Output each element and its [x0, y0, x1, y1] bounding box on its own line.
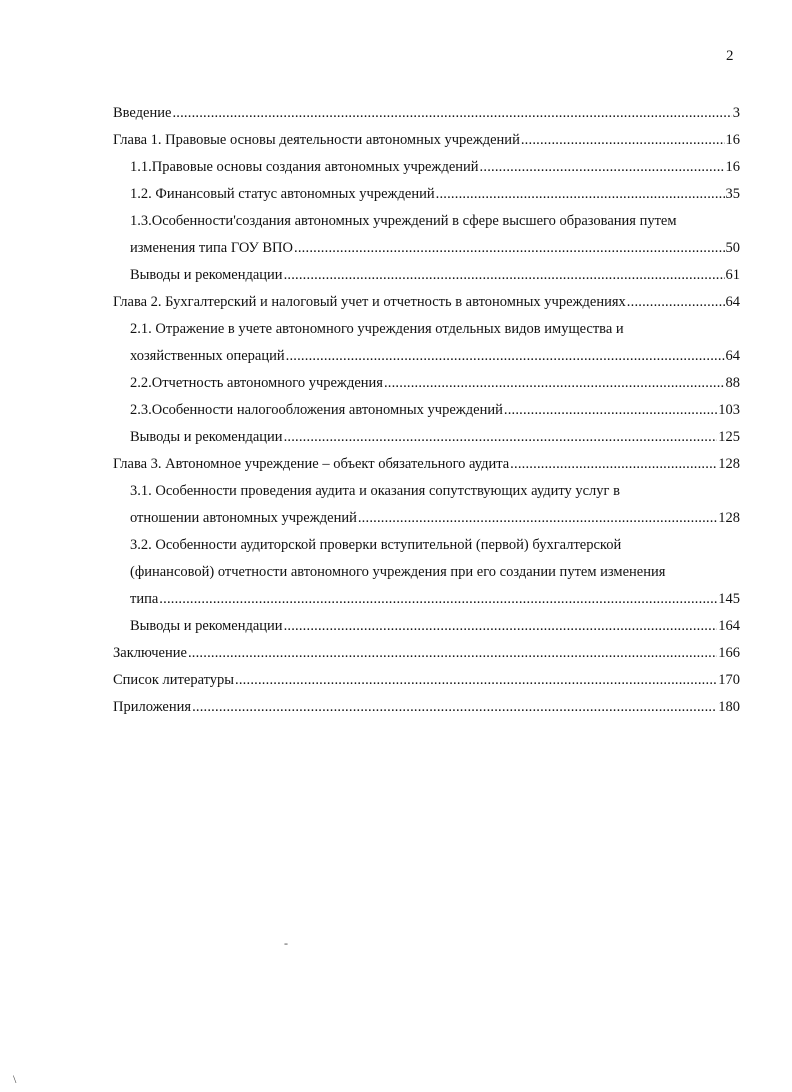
toc-entry-title: 3.1. Особенности проведения аудита и оказания сопутствующих аудиту услуг в: [130, 483, 620, 499]
toc-entry: [113, 343, 740, 370]
toc-entry: [113, 532, 740, 559]
page-number: 2: [726, 48, 734, 64]
toc-entry: [113, 559, 740, 586]
toc-entry: [113, 235, 740, 262]
toc-entry: [113, 478, 740, 505]
toc-entry-title: типа: [130, 591, 159, 607]
toc-entry: [113, 289, 740, 316]
toc-dot-leader: [510, 451, 717, 478]
toc-entry-page: 166: [718, 645, 740, 661]
toc-dot-leader: [521, 127, 725, 154]
toc-dot-leader: [172, 100, 731, 127]
toc-entry: [113, 586, 740, 613]
toc-entry: [113, 370, 740, 397]
toc-entry: [113, 208, 740, 235]
toc-dot-leader: [436, 181, 725, 208]
toc-entry: [113, 397, 740, 424]
toc-entry-title: Список литературы: [113, 672, 235, 688]
stray-mark-slash: \: [13, 1072, 17, 1086]
toc-entry-title: 3.2. Особенности аудиторской проверки вступительной (первой) бухгалтерской: [130, 537, 622, 553]
toc-entry: [113, 694, 740, 721]
toc-entry-page: 103: [718, 402, 740, 418]
toc-dot-leader: [284, 424, 718, 451]
toc-entry-title: 1.2. Финансовый статус автономных учреждений: [130, 186, 435, 202]
toc-entry-title: Глава 1. Правовые основы деятельности автономных учреждений: [113, 132, 520, 148]
toc-entry: [113, 613, 740, 640]
toc-dot-leader: [235, 667, 717, 694]
toc-entry-page: 88: [725, 375, 740, 391]
toc-entry: [113, 127, 740, 154]
toc-entry-page: 180: [718, 699, 740, 715]
toc-entry-title: Введение: [113, 105, 172, 121]
toc-entry-title: изменения типа ГОУ ВПО: [130, 240, 294, 256]
toc-entry-page: 170: [718, 672, 740, 688]
toc-entry: [113, 181, 740, 208]
toc-entry: [113, 154, 740, 181]
toc-entry-page: 128: [718, 510, 740, 526]
toc-entry-title: Глава 2. Бухгалтерский и налоговый учет и отчетность в автономных учреждениях: [113, 294, 626, 310]
toc-entry-title: Приложения: [113, 699, 192, 715]
toc-dot-leader: [480, 154, 725, 181]
toc-entry: [113, 640, 740, 667]
toc-entry-page: 164: [718, 618, 740, 634]
toc-entry-title: Глава 3. Автономное учреждение – объект обязательного аудита: [113, 456, 510, 472]
toc-entry-page: 35: [725, 186, 740, 202]
toc-dot-leader: [284, 262, 725, 289]
toc-dot-leader: [384, 370, 725, 397]
toc-entry-page: 125: [718, 429, 740, 445]
toc-entry-page: 16: [725, 132, 740, 148]
toc-entry-title: отношении автономных учреждений: [130, 510, 357, 526]
stray-mark-dash: -: [284, 936, 288, 950]
toc-entry-page: 16: [725, 159, 740, 175]
toc-entry-page: 128: [718, 456, 740, 472]
toc-entry-title: хозяйственных операций: [130, 348, 285, 364]
toc-entry-page: 61: [725, 267, 740, 283]
toc-entry-title: 1.1.Правовые основы создания автономных учреждений: [130, 159, 479, 175]
toc-dot-leader: [286, 343, 725, 370]
toc-dot-leader: [294, 235, 724, 262]
toc-entry-title: 2.2.Отчетность автономного учреждения: [130, 375, 383, 391]
toc-entry-title: 2.1. Отражение в учете автономного учреждения отдельных видов имущества и: [130, 321, 624, 337]
toc-entry-title: (финансовой) отчетности автономного учреждения при его создании путем изменения: [130, 564, 666, 580]
table-of-contents: [113, 100, 740, 721]
toc-entry-page: 3: [732, 105, 740, 121]
toc-dot-leader: [627, 289, 725, 316]
toc-entry-page: 145: [718, 591, 740, 607]
toc-entry: [113, 262, 740, 289]
toc-entry-title: 2.3.Особенности налогообложения автономных учреждений: [130, 402, 503, 418]
toc-entry: [113, 100, 740, 127]
toc-dot-leader: [358, 505, 717, 532]
toc-entry-title: Выводы и рекомендации: [130, 429, 283, 445]
toc-entry: [113, 424, 740, 451]
toc-entry-page: 64: [725, 348, 740, 364]
toc-entry-title: Выводы и рекомендации: [130, 267, 283, 283]
toc-entry: [113, 667, 740, 694]
toc-entry: [113, 505, 740, 532]
toc-entry-title: Выводы и рекомендации: [130, 618, 283, 634]
toc-entry-page: 64: [725, 294, 740, 310]
toc-dot-leader: [284, 613, 718, 640]
toc-entry-title: 1.3.Особенности'создания автономных учреждений в сфере высшего образования путем: [130, 213, 677, 229]
toc-entry-page: 50: [725, 240, 740, 256]
toc-entry: [113, 451, 740, 478]
toc-dot-leader: [188, 640, 717, 667]
toc-dot-leader: [504, 397, 717, 424]
toc-dot-leader: [159, 586, 717, 613]
toc-entry: [113, 316, 740, 343]
toc-entry-title: Заключение: [113, 645, 187, 661]
toc-dot-leader: [192, 694, 717, 721]
